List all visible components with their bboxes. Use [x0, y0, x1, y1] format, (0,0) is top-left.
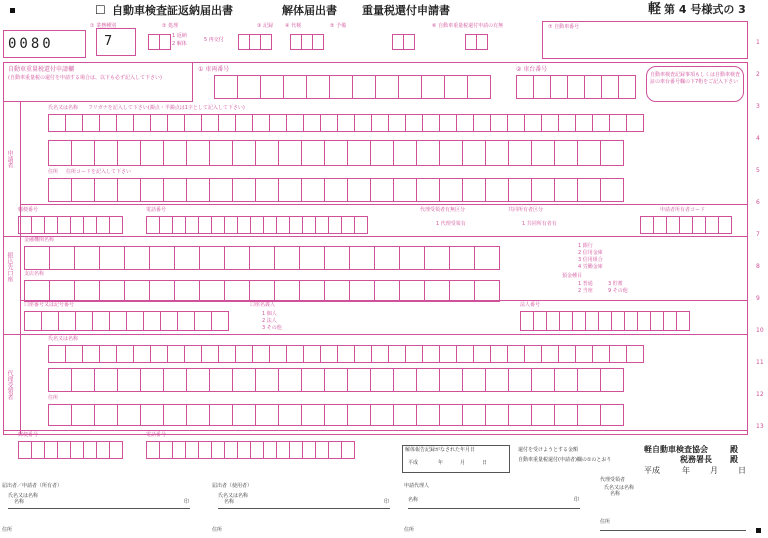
applicant-postal-label: 郵便番号: [18, 207, 39, 213]
owner-name-line: [8, 508, 190, 509]
agent-name-kana-cells[interactable]: [48, 345, 643, 363]
form-code: 0080: [8, 36, 54, 52]
day-label: 日: [738, 466, 746, 475]
agent-receiver-address: 住所: [600, 519, 611, 525]
month-label: 月: [710, 466, 718, 475]
margin-number: 6: [756, 199, 760, 206]
margin-number: 4: [756, 135, 760, 142]
owner-seal: 印: [184, 499, 190, 505]
margin-number: 9: [756, 295, 760, 302]
applicant-address-hint: 住所コードを記入して下さい: [66, 169, 132, 175]
form-title-dismantle: 解体届出書: [282, 4, 337, 17]
side-remit: 振込先口座: [6, 252, 13, 282]
branch-name-cells[interactable]: [24, 280, 499, 302]
top-cells-1[interactable]: [148, 34, 170, 50]
bank-type-4: 4 労働金庫: [578, 264, 603, 270]
vehicle-id-label: ② 車台番号: [516, 66, 548, 73]
user-seal: 印: [384, 499, 390, 505]
form-title-return: 自動車検査証返納届出書: [112, 4, 233, 17]
form-number: 第 4 号様式の 3: [664, 3, 746, 16]
owner-address: 住所: [2, 527, 13, 533]
top-cells-4[interactable]: [392, 34, 414, 50]
vehicle-no-cells[interactable]: [214, 75, 490, 99]
margin-number: 8: [756, 263, 760, 270]
margin-number-column: [752, 40, 766, 460]
bank-type-3: 3 信用組合: [578, 257, 603, 263]
applicant-name-kana-cells[interactable]: [48, 114, 643, 132]
opt-return: 1 返納: [172, 33, 187, 39]
vehicle-id-cells[interactable]: [516, 75, 635, 99]
refund-amount-label: 還付を受けようとする金額: [518, 447, 579, 453]
agent-receiver-label: 代理受領者: [600, 477, 626, 483]
field-proxy-inspection: ④ 代検: [285, 23, 302, 29]
agent-type-opt: 1 代理受領有: [436, 221, 466, 227]
field-processing: ② 処理: [162, 23, 179, 29]
account-type-3: 3 貯蓄: [608, 281, 623, 287]
receive-month: 月: [460, 460, 466, 466]
margin-number: 5: [756, 167, 760, 174]
margin-number: 2: [756, 71, 760, 78]
top-cells-2[interactable]: [238, 34, 271, 50]
left-col-line: [20, 102, 21, 435]
margin-number: 1: [756, 39, 760, 46]
agent-receiver-name: 氏名又は名称: [604, 485, 635, 491]
agent-bottom-divider: [3, 430, 748, 431]
registration-mark: [10, 8, 15, 13]
remit-divider: [3, 236, 748, 237]
field-record: ③ 記録: [257, 23, 274, 29]
bank-type-1: 1 銀行: [578, 243, 593, 249]
owner-name-label: 氏名又は名称: [8, 493, 39, 499]
account-divider: [20, 300, 748, 301]
joint-owner-opt: 1 共同所有者有: [522, 221, 557, 227]
refund-header: 自動車重量税還付申請欄: [8, 66, 75, 73]
user-label: 届出者（使用者）: [212, 483, 253, 489]
owner-label: 届出者／申請者（所有者）: [2, 483, 63, 489]
field-vehicle-number: ⑦ 自動車番号: [548, 24, 580, 30]
side-agent: 代理受領者: [6, 370, 13, 400]
agent-type-label: 代理受領者有無区分: [420, 207, 466, 213]
margin-number: 10: [756, 327, 764, 334]
joint-owner-label: 共同所有者区分: [508, 207, 544, 213]
vehicle-no-label: ① 車両番号: [198, 66, 230, 73]
year-label: 年: [682, 466, 690, 475]
proxy-label: 申請代理人: [404, 483, 430, 489]
agent-phone-label: 電話番号: [146, 432, 167, 438]
agent-address-cells[interactable]: [48, 404, 623, 426]
top-cells-3[interactable]: [290, 34, 323, 50]
agent-name-cells[interactable]: [48, 368, 623, 392]
applicant-address-label: 住所: [48, 169, 59, 175]
applicant-address-cells[interactable]: [48, 178, 623, 202]
assoc-label: 軽自動車検査協会: [644, 445, 708, 454]
receive-year: 年: [438, 460, 444, 466]
receive-day: 日: [482, 460, 488, 466]
agent-receiver-line: [600, 530, 746, 531]
margin-number: 11: [756, 359, 764, 366]
proxy-address: 住所: [404, 527, 415, 533]
opt-reissue: 5 再交付: [204, 37, 224, 43]
agent-address-label: 住所: [48, 395, 59, 401]
corp-number-label: 法人番号: [520, 302, 541, 308]
field-reserved: ⑤ 予備: [330, 23, 347, 29]
owner-code-cells[interactable]: [640, 216, 731, 234]
checkbox-icon[interactable]: ☐: [95, 3, 106, 17]
corp-number-cells[interactable]: [520, 311, 689, 331]
account-type-4: 9 その他: [608, 288, 628, 294]
margin-number: 7: [756, 231, 760, 238]
corp-type-1: 1 個人: [262, 311, 277, 317]
top-cells-5[interactable]: [465, 34, 487, 50]
agent-divider: [3, 334, 748, 335]
user-name-sub: 名称: [224, 499, 235, 505]
owner-name-sub: 名称: [14, 499, 25, 505]
user-name-line: [218, 508, 390, 509]
account-type-label: 預金種目: [562, 273, 583, 279]
applicant-name-hint: フリガナを記入して下さい(濁点・半濁点は1字として記入して下さい): [88, 105, 245, 111]
opt-dismantle: 2 解体: [172, 41, 187, 47]
applicant-divider: [20, 204, 748, 205]
user-address: 住所: [212, 527, 223, 533]
margin-number: 12: [756, 391, 764, 398]
heisei-label: 平成: [644, 466, 660, 475]
form-code-suffix: 7: [104, 34, 113, 49]
field-refund-flag: ⑥ 自動車重量税還付申請の有無: [432, 23, 504, 29]
tax-office-label: 税務署長: [680, 455, 712, 464]
agent-name-label: 氏名又は名称: [48, 336, 79, 342]
applicant-phone-cells[interactable]: [146, 216, 367, 234]
agent-postal-cells[interactable]: [18, 441, 122, 459]
agent-postal-label: 郵便番号: [18, 432, 39, 438]
side-applicant: 申請者: [6, 150, 13, 168]
corp-type-2: 2 法人: [262, 318, 277, 324]
user-name-label: 氏名又は名称: [218, 493, 249, 499]
refund-amount-note: 自動車重量税還付(申請者)欄の①のとおり: [518, 457, 612, 463]
proxy-name-label: 名称: [408, 497, 419, 503]
applicant-phone-label: 電話番号: [146, 207, 167, 213]
margin-number: 13: [756, 423, 764, 430]
field-business-type: ① 業務種別: [90, 23, 117, 29]
form-title-refund: 重量税還付申請書: [362, 4, 450, 17]
refund-note: (自動車重量税の還付を申請する場合は、以下も必ず記入して下さい): [8, 75, 162, 81]
form-kei-label: 軽: [648, 2, 662, 17]
account-holder-label: 口座名義人: [250, 302, 276, 308]
proxy-name-line: [408, 508, 580, 509]
agent-phone-cells[interactable]: [146, 441, 354, 459]
code-suffix-box: [96, 28, 136, 56]
corp-type-3: 3 その他: [262, 325, 282, 331]
bank-type-2: 2 信用金庫: [578, 250, 603, 256]
account-type-1: 1 普通: [578, 281, 593, 287]
dono-1: 殿: [730, 445, 738, 454]
proxy-seal: 印: [574, 497, 580, 503]
side-note: 自動車検査記録事項もしくは自動車検査証の車台番号欄の下7桁をご記入下さい: [650, 72, 741, 85]
bank-label: 金融機関名称: [24, 237, 55, 243]
bank-name-cells[interactable]: [24, 246, 499, 270]
account-type-2: 2 当座: [578, 288, 593, 294]
owner-code-label: 申請者所有者コード: [660, 207, 706, 213]
agent-receiver-sub: 名称: [610, 491, 621, 497]
receive-date-label: 解体報告記録がなされた年月日: [405, 447, 476, 453]
applicant-name-cells[interactable]: [48, 140, 623, 166]
account-no-cells[interactable]: [24, 311, 228, 331]
branch-label: 支店名称: [24, 271, 45, 277]
applicant-name-label: 氏名又は名称: [48, 105, 79, 111]
bottom-mark: [756, 528, 761, 533]
margin-number: 3: [756, 103, 760, 110]
receive-heisei: 平成: [408, 460, 419, 466]
account-no-label: 口座番号又は記号番号: [24, 302, 75, 308]
applicant-postal-cells[interactable]: [18, 216, 122, 234]
dono-2: 殿: [730, 455, 738, 464]
